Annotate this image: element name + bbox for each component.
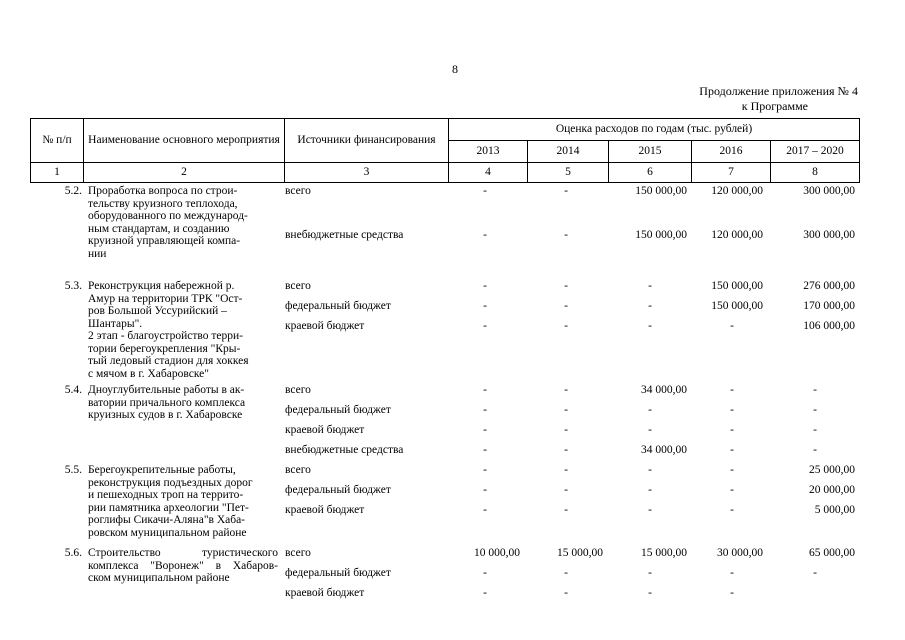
source-label: всего bbox=[285, 547, 311, 559]
value-cell: 300 000,00 bbox=[803, 229, 855, 241]
row-name-line: круизных судов в г. Хабаровске bbox=[88, 409, 243, 421]
value-dash: - bbox=[564, 484, 568, 496]
value-dash: - bbox=[564, 567, 568, 579]
value-dash: - bbox=[564, 320, 568, 332]
source-label: краевой бюджет bbox=[285, 587, 365, 599]
row-name-line: нии bbox=[88, 247, 107, 260]
row-name bbox=[88, 464, 278, 539]
value-cell: 106 000,00 bbox=[803, 320, 855, 332]
value-dash: - bbox=[564, 300, 568, 312]
row-name-line: Дноуглубительные работы в ак- bbox=[88, 384, 245, 396]
value-dash: - bbox=[648, 320, 652, 332]
header-year: 2016 bbox=[692, 141, 771, 163]
row-name-line: тории берегоукрепления "Кры- bbox=[88, 342, 241, 355]
value-cell: 15 000,00 bbox=[557, 547, 603, 559]
value-dash: - bbox=[813, 424, 817, 436]
row-name-line: и пешеходных троп на террито- bbox=[88, 489, 244, 501]
value-cell: 30 000,00 bbox=[717, 547, 763, 559]
value-dash: - bbox=[483, 504, 487, 516]
row-name bbox=[88, 280, 278, 380]
source-label: всего bbox=[285, 384, 311, 396]
value-dash: - bbox=[648, 464, 652, 476]
row-name-line: рии памятника археологии "Пет- bbox=[88, 501, 249, 514]
source-label: краевой бюджет bbox=[285, 424, 365, 436]
source-label: внебюджетные средства bbox=[285, 229, 404, 241]
value-cell: 34 000,00 bbox=[641, 384, 687, 396]
value-dash: - bbox=[564, 504, 568, 516]
value-dash: - bbox=[564, 444, 568, 456]
row-name-line: тый ледовый стадион для хоккея bbox=[88, 355, 249, 367]
source-label: федеральный бюджет bbox=[285, 567, 391, 579]
value-cell: 170 000,00 bbox=[803, 300, 855, 312]
value-cell: 65 000,00 bbox=[809, 547, 855, 559]
col-number: 7 bbox=[692, 163, 771, 183]
value-cell: 150 000,00 bbox=[635, 185, 687, 197]
col-number: 1 bbox=[31, 163, 84, 183]
source-label: федеральный бюджет bbox=[285, 484, 391, 496]
value-dash: - bbox=[813, 567, 817, 579]
header-source: Источники финансирования bbox=[285, 119, 449, 163]
row-name bbox=[88, 384, 278, 422]
col-number: 4 bbox=[449, 163, 528, 183]
source-label: краевой бюджет bbox=[285, 504, 365, 516]
row-number: 5.2. bbox=[64, 185, 82, 197]
row-number: 5.3. bbox=[64, 280, 82, 292]
value-dash: - bbox=[564, 185, 568, 197]
value-cell: 15 000,00 bbox=[641, 547, 687, 559]
source-label: всего bbox=[285, 464, 311, 476]
row-name-line: 2 этап - благоустройство терри- bbox=[88, 330, 243, 342]
value-dash: - bbox=[483, 567, 487, 579]
header-name: Наименование основного мероприятия bbox=[84, 119, 285, 163]
value-dash: - bbox=[648, 404, 652, 416]
value-dash: - bbox=[648, 567, 652, 579]
col-number: 3 bbox=[285, 163, 449, 183]
value-dash: - bbox=[730, 320, 734, 332]
value-dash: - bbox=[648, 300, 652, 312]
value-cell: 20 000,00 bbox=[809, 484, 855, 496]
value-cell: 276 000,00 bbox=[803, 280, 855, 292]
col-number: 6 bbox=[609, 163, 692, 183]
value-dash: - bbox=[483, 424, 487, 436]
row-name-line: с мячом в г. Хабаровске" bbox=[88, 367, 209, 380]
value-dash: - bbox=[730, 464, 734, 476]
value-dash: - bbox=[813, 444, 817, 456]
value-dash: - bbox=[483, 587, 487, 599]
continuation-subtitle: к Программе bbox=[741, 99, 808, 113]
value-dash: - bbox=[730, 424, 734, 436]
header-year: 2013 bbox=[449, 141, 528, 163]
value-dash: - bbox=[648, 587, 652, 599]
source-label: внебюджетные средства bbox=[285, 444, 404, 456]
value-dash: - bbox=[483, 280, 487, 292]
value-dash: - bbox=[564, 587, 568, 599]
value-dash: - bbox=[730, 587, 734, 599]
row-name-line: ровском муниципальном районе bbox=[88, 526, 247, 539]
row-name-line: Строительство туристического bbox=[88, 547, 278, 559]
row-name-line: Амур на территории ТРК "Ост- bbox=[88, 292, 243, 305]
value-dash: - bbox=[648, 504, 652, 516]
value-dash: - bbox=[730, 484, 734, 496]
value-dash: - bbox=[564, 424, 568, 436]
value-dash: - bbox=[564, 280, 568, 292]
value-dash: - bbox=[730, 504, 734, 516]
row-name-line: ватории причального комплекса bbox=[88, 396, 246, 409]
value-dash: - bbox=[564, 464, 568, 476]
value-dash: - bbox=[813, 384, 817, 396]
value-dash: - bbox=[564, 404, 568, 416]
row-name-line: Берегоукрепительные работы, bbox=[88, 464, 236, 476]
value-dash: - bbox=[483, 464, 487, 476]
source-label: федеральный бюджет bbox=[285, 404, 391, 416]
value-dash: - bbox=[564, 384, 568, 396]
source-label: всего bbox=[285, 185, 311, 197]
row-name-line: роглифы Сикачи-Аляна"в Хаба- bbox=[88, 514, 246, 526]
value-dash: - bbox=[730, 404, 734, 416]
value-dash: - bbox=[483, 185, 487, 197]
row-name bbox=[88, 547, 278, 585]
col-number: 2 bbox=[84, 163, 285, 183]
header-estimate: Оценка расходов по годам (тыс. рублей) bbox=[449, 119, 860, 141]
value-dash: - bbox=[648, 280, 652, 292]
value-dash: - bbox=[730, 384, 734, 396]
row-name-line: ском муниципальном районе bbox=[88, 572, 230, 584]
value-dash: - bbox=[483, 484, 487, 496]
header-year: 2014 bbox=[528, 141, 609, 163]
value-cell: 10 000,00 bbox=[474, 547, 520, 559]
row-name-line: Проработка вопроса по строи- bbox=[88, 185, 238, 197]
value-dash: - bbox=[483, 404, 487, 416]
row-name bbox=[88, 185, 278, 260]
value-dash: - bbox=[483, 300, 487, 312]
row-number: 5.5. bbox=[64, 464, 82, 476]
source-label: всего bbox=[285, 280, 311, 292]
value-dash: - bbox=[483, 444, 487, 456]
header-year: 2015 bbox=[609, 141, 692, 163]
value-cell: 25 000,00 bbox=[809, 464, 855, 476]
value-cell: 34 000,00 bbox=[641, 444, 687, 456]
value-dash: - bbox=[730, 567, 734, 579]
row-name-line: круизной управляющей компа- bbox=[88, 235, 241, 247]
value-dash: - bbox=[564, 229, 568, 241]
row-number: 5.4. bbox=[64, 384, 82, 396]
table-header bbox=[30, 118, 860, 183]
row-number: 5.6. bbox=[64, 547, 82, 559]
row-name-line: ным стандартам, и созданию bbox=[88, 222, 230, 235]
value-dash: - bbox=[648, 424, 652, 436]
value-cell: 5 000,00 bbox=[814, 504, 855, 516]
page-number: 8 bbox=[452, 62, 458, 76]
value-dash: - bbox=[483, 384, 487, 396]
row-name-line: ров Большой Уссурийский – bbox=[88, 305, 227, 317]
row-name-line: комплекса "Воронеж" в Хабаров- bbox=[88, 559, 278, 572]
value-cell: 150 000,00 bbox=[711, 280, 763, 292]
col-number: 8 bbox=[771, 163, 860, 183]
value-cell: 300 000,00 bbox=[803, 185, 855, 197]
col-number: 5 bbox=[528, 163, 609, 183]
value-dash: - bbox=[730, 444, 734, 456]
value-cell: 120 000,00 bbox=[711, 229, 763, 241]
value-dash: - bbox=[813, 404, 817, 416]
value-dash: - bbox=[483, 320, 487, 332]
source-label: краевой бюджет bbox=[285, 320, 365, 332]
source-label: федеральный бюджет bbox=[285, 300, 391, 312]
value-cell: 150 000,00 bbox=[635, 229, 687, 241]
row-name-line: тельству круизного теплохода, bbox=[88, 197, 238, 210]
value-cell: 150 000,00 bbox=[711, 300, 763, 312]
header-num: № п/п bbox=[31, 119, 84, 163]
continuation-title: Продолжение приложения № 4 bbox=[699, 84, 858, 98]
value-cell: 120 000,00 bbox=[711, 185, 763, 197]
value-dash: - bbox=[483, 229, 487, 241]
row-name-line: оборудованного по международ- bbox=[88, 210, 248, 222]
header-year: 2017 – 2020 bbox=[771, 141, 860, 163]
row-name-line: Шантары". bbox=[88, 317, 143, 330]
row-name-line: реконструкция подъездных дорог bbox=[88, 476, 253, 489]
row-name-line: Реконструкция набережной р. bbox=[88, 280, 235, 292]
value-dash: - bbox=[648, 484, 652, 496]
